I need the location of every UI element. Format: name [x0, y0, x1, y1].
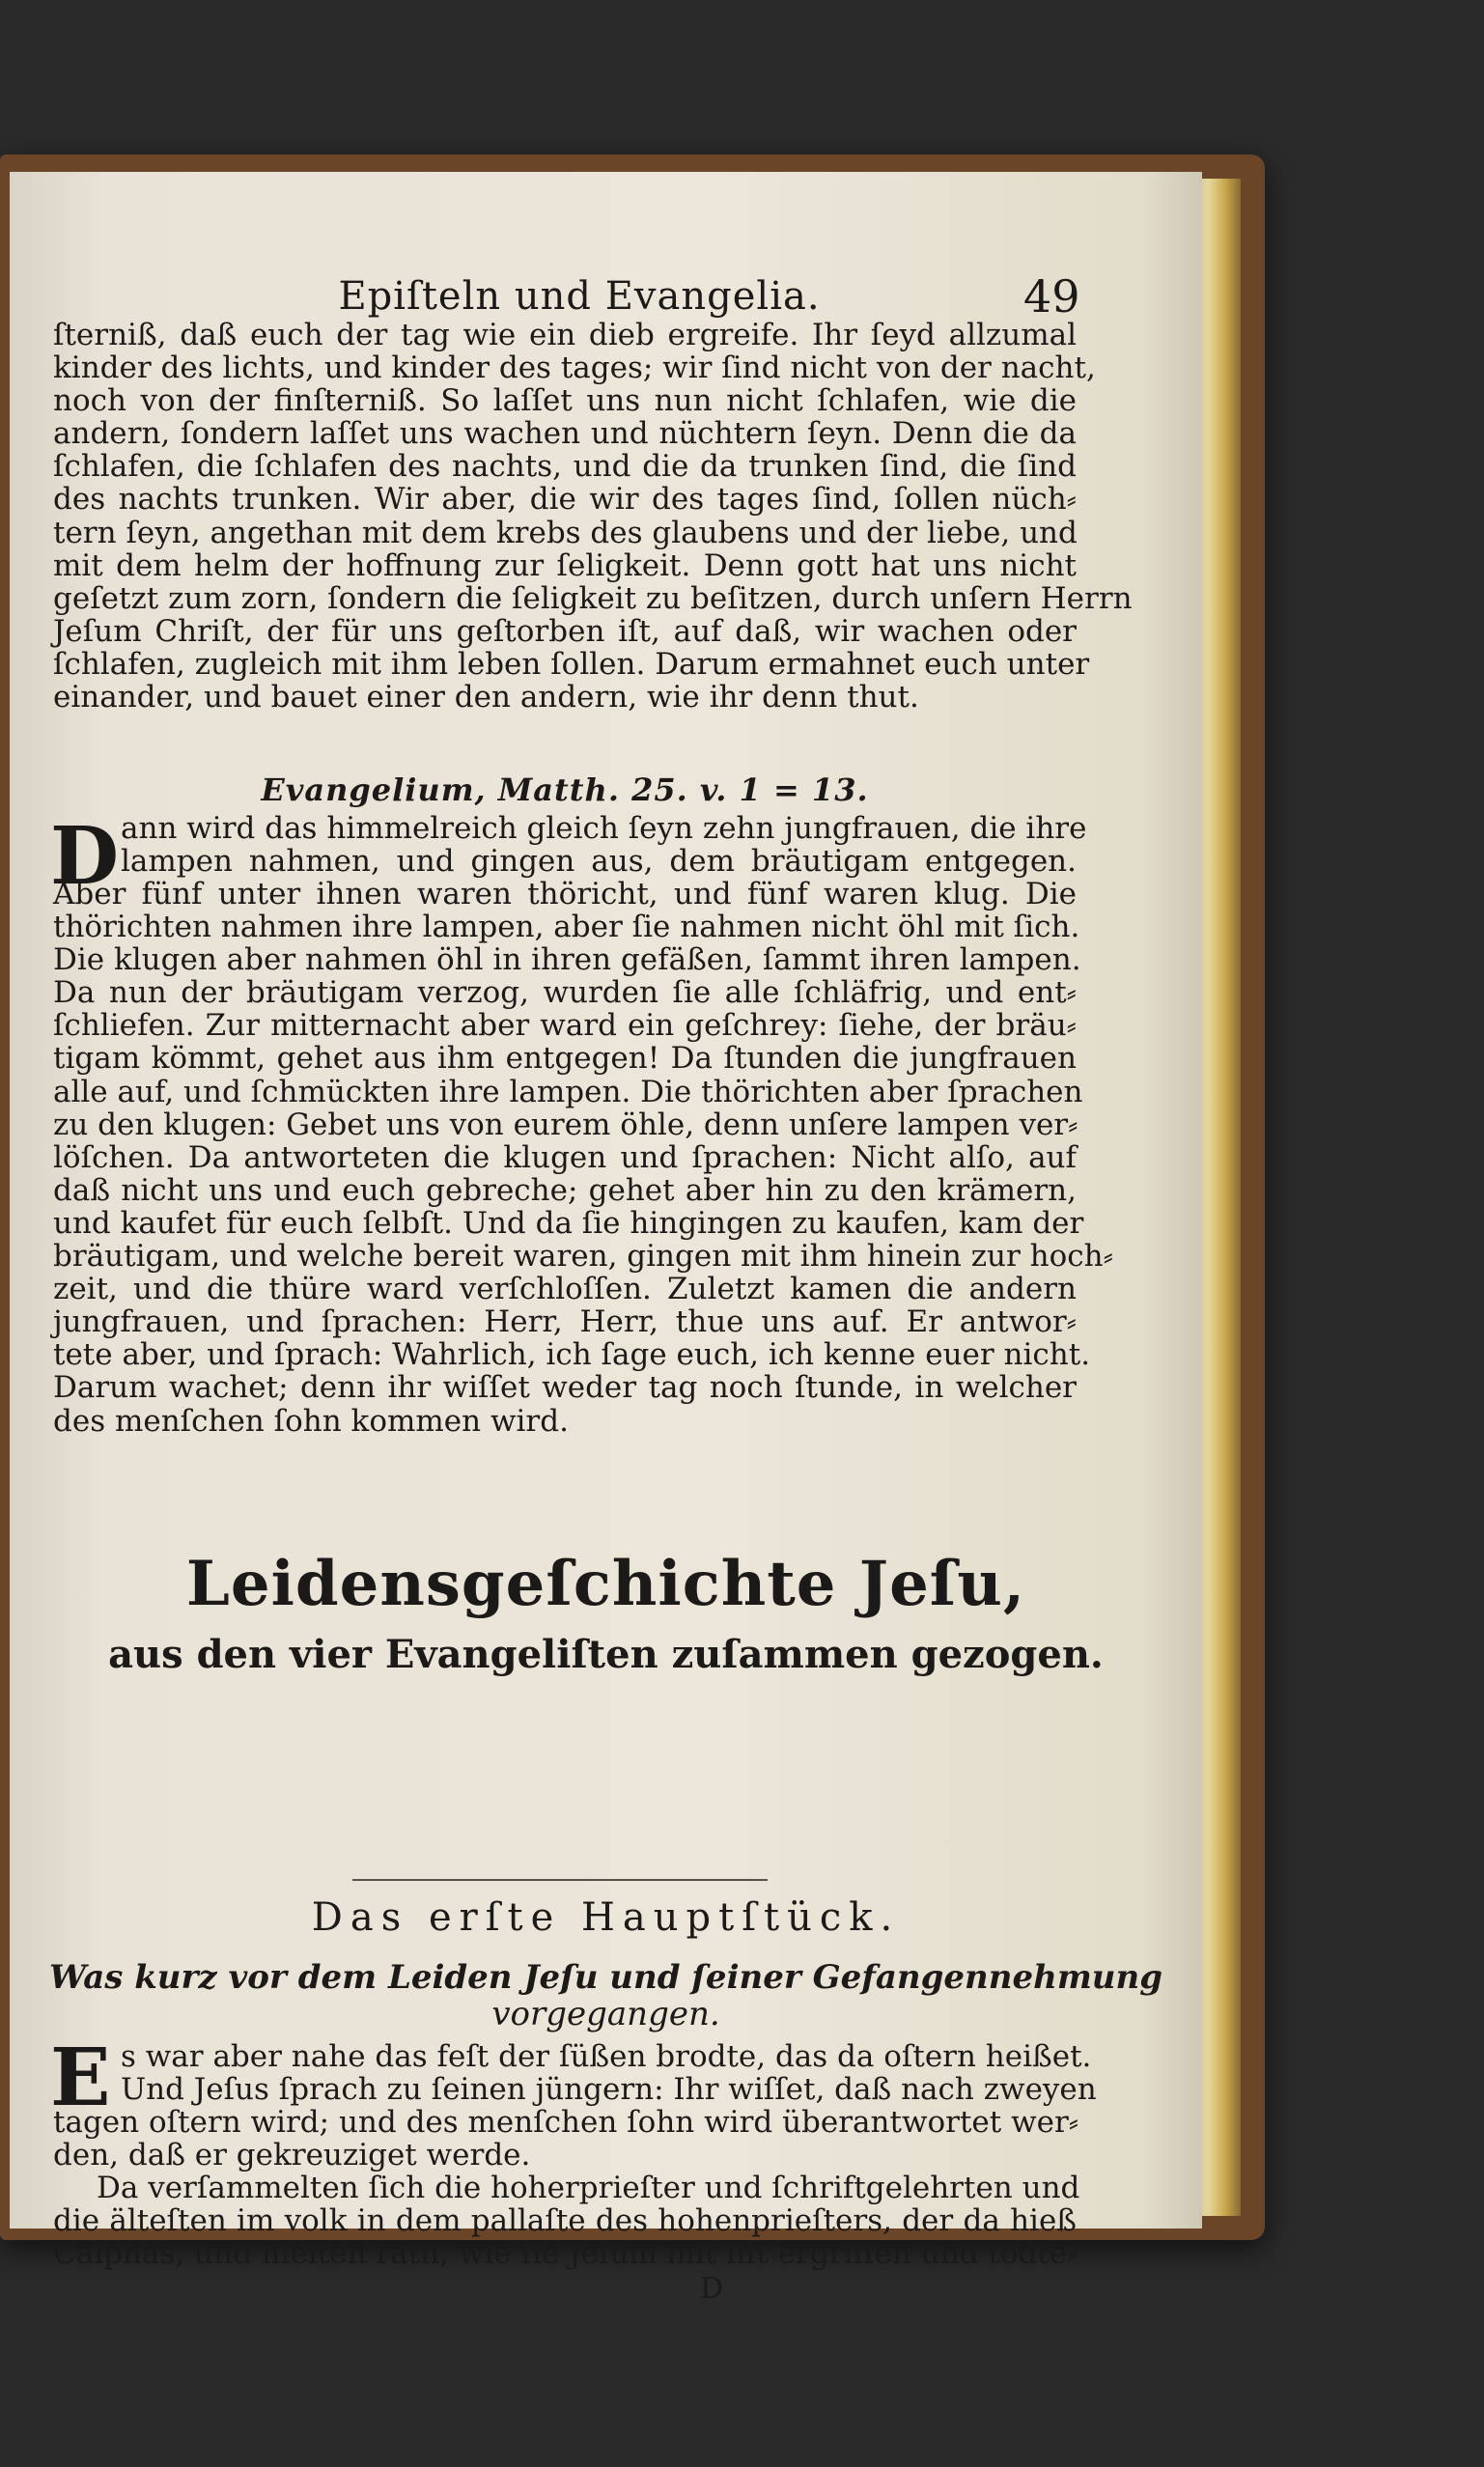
text-line: geſetzt zum zorn, ſondern die ſeligkeit zu beſitzen, durch unſern Herrn	[53, 580, 1133, 616]
text-line: Da nun der bräutigam verzog, wurden ſie alle ſchläfrig, und ent⸗	[53, 975, 1077, 1011]
text-line: Aber fünf unter ihnen waren thöricht, und fünf waren klug. Die	[53, 877, 1077, 911]
text-line: Da verſammelten ſich die hoherprieſter und ſchriftgelehrten und	[97, 2171, 1080, 2206]
passion-text	[53, 2105, 1080, 2272]
rubric-line: vorgegangen.	[491, 1995, 720, 2033]
text-line: des menſchen ſohn kommen wird.	[53, 1403, 569, 1439]
section-subtitle-row	[10, 1632, 1202, 1677]
text-line: tern ſeyn, angethan mit dem krebs des glaubens und der liebe, und	[53, 515, 1078, 550]
text-line: ſchlafen, die ſchlafen des nachts, und die da trunken ſind, die ſind	[53, 449, 1077, 485]
text-line: ſchlafen, zugleich mit ihm leben ſollen. Darum ermahnet euch unter	[53, 646, 1090, 682]
gospel-dropcap: D	[50, 810, 120, 903]
text-line: Die klugen aber nahmen öhl in ihren gefäßen, ſammt ihren lampen.	[53, 942, 1081, 978]
text-line: den, daß er gekreuziget werde.	[53, 2138, 531, 2173]
epistle-text	[53, 318, 1133, 715]
text-line: tete aber, und ſprach: Wahrlich, ich ſage euch, ich kenne euer nicht.	[53, 1337, 1091, 1373]
gospel-text	[53, 877, 1113, 1439]
book-page	[10, 172, 1202, 2306]
passion-dropcap: E	[50, 2032, 111, 2124]
gospel-heading-block	[53, 771, 1077, 809]
text-line: tagen oſtern wird; und des menſchen ſohn wird überantwortet wer⸗	[53, 2105, 1079, 2140]
running-title: Epiſteln und Evangelia.	[338, 274, 821, 319]
gospel-first-lines	[121, 811, 1087, 880]
catchword: D	[700, 2272, 724, 2306]
text-line: s war aber nahe das feſt der ſüßen brodte, das da oſtern heißet.	[121, 2039, 1092, 2074]
text-line: Und Jeſus ſprach zu ſeinen jüngern: Ihr wiſſet, daß nach zweyen	[121, 2072, 1097, 2108]
text-line: einander, und bauet einer den andern, wie ihr denn thut.	[53, 680, 919, 715]
text-line: tigam kömmt, gehet aus ihm entgegen! Da ſtunden die jungfrauen	[53, 1041, 1077, 1077]
text-line: mit dem helm der hoffnung zur ſeligkeit. Denn gott hat uns nicht	[53, 547, 1077, 583]
text-line: ann wird das himmelreich gleich ſeyn zehn jungfrauen, die ihre	[121, 811, 1087, 846]
section-title	[10, 1548, 1202, 1620]
text-line: ſterniß, daß euch der tag wie ein dieb ergreife. Ihr ſeyd allzumal	[53, 318, 1077, 352]
chapter-heading-row	[10, 1895, 1202, 1940]
passion-first-lines	[121, 2039, 1097, 2108]
passion-title: Leidensgeſchichte Jeſu,	[185, 1548, 1026, 1620]
text-line: löſchen. Da antworteten die klugen und ſprachen: Nicht alſo, auf	[53, 1139, 1077, 1175]
text-line: die älteſten im volk in dem pallaſte des hohenprieſters, der da hieß	[53, 2203, 1077, 2239]
text-line: des nachts trunken. Wir aber, die wir des tages ſind, ſollen nüch⸗	[53, 482, 1077, 518]
page-number: 49	[1023, 270, 1080, 322]
rubric-row-2	[10, 1995, 1202, 2033]
section-divider	[352, 1879, 768, 1881]
text-line: Darum wachet; denn ihr wiſſet weder tag noch ſtunde, in welcher	[53, 1370, 1077, 1406]
text-line: thörichten nahmen ihre lampen, aber ſie nahmen nicht öhl mit ſich.	[53, 910, 1080, 945]
text-line: daß nicht uns und euch gebreche; gehet aber hin zu den krämern,	[53, 1172, 1077, 1208]
text-line: zu den klugen: Gebet uns von eurem öhle, denn unſere lampen ver⸗	[53, 1107, 1078, 1142]
text-line: Jeſum Chriſt, der für uns geſtorben iſt, auf daß, wir wachen oder	[53, 613, 1077, 649]
text-line: andern, ſondern laſſet uns wachen und nüchtern ſeyn. Denn die da	[53, 416, 1077, 452]
passion-subtitle: aus den vier Evangeliſten zuſammen gezogen.	[108, 1632, 1104, 1677]
text-line: zeit, und die thüre ward verſchloſſen. Zuletzt kamen die andern	[53, 1272, 1077, 1307]
chapter-heading: Das erſte Hauptſtück.	[311, 1895, 901, 1940]
rubric-line: Was kurz vor dem Leiden Jeſu und ſeiner Gefangennehmung	[48, 1958, 1163, 1997]
rubric-row-1	[10, 1958, 1202, 1997]
gospel-heading: Evangelium, Matth. 25. v. 1 = 13.	[261, 771, 869, 808]
text-line: noch von der finſterniß. So laſſet uns nun nicht ſchlafen, wie die	[53, 383, 1077, 419]
text-line: bräutigam, und welche bereit waren, gingen mit ihm hinein zur hoch⸗	[53, 1239, 1113, 1275]
text-line: lampen nahmen, und gingen aus, dem bräutigam entgegen.	[121, 844, 1077, 880]
text-line: Caiphas, und hielten rath, wie ſie Jeſum mit liſt ergriffen und tödte⸗	[53, 2236, 1078, 2272]
text-line: ſchliefen. Zur mitternacht aber ward ein geſchrey: ſiehe, der bräu⸗	[53, 1008, 1077, 1044]
text-line: kinder des lichts, und kinder des tages; wir ſind nicht von der nacht,	[53, 350, 1096, 386]
text-line: jungfrauen, und ſprachen: Herr, Herr, thue uns auf. Er antwor⸗	[53, 1304, 1077, 1340]
text-line: und kaufet für euch ſelbſt. Und da ſie hingingen zu kaufen, kam der	[53, 1205, 1084, 1241]
text-line: alle auf, und ſchmückten ihre lampen. Die thörichten aber ſprachen	[53, 1074, 1083, 1109]
